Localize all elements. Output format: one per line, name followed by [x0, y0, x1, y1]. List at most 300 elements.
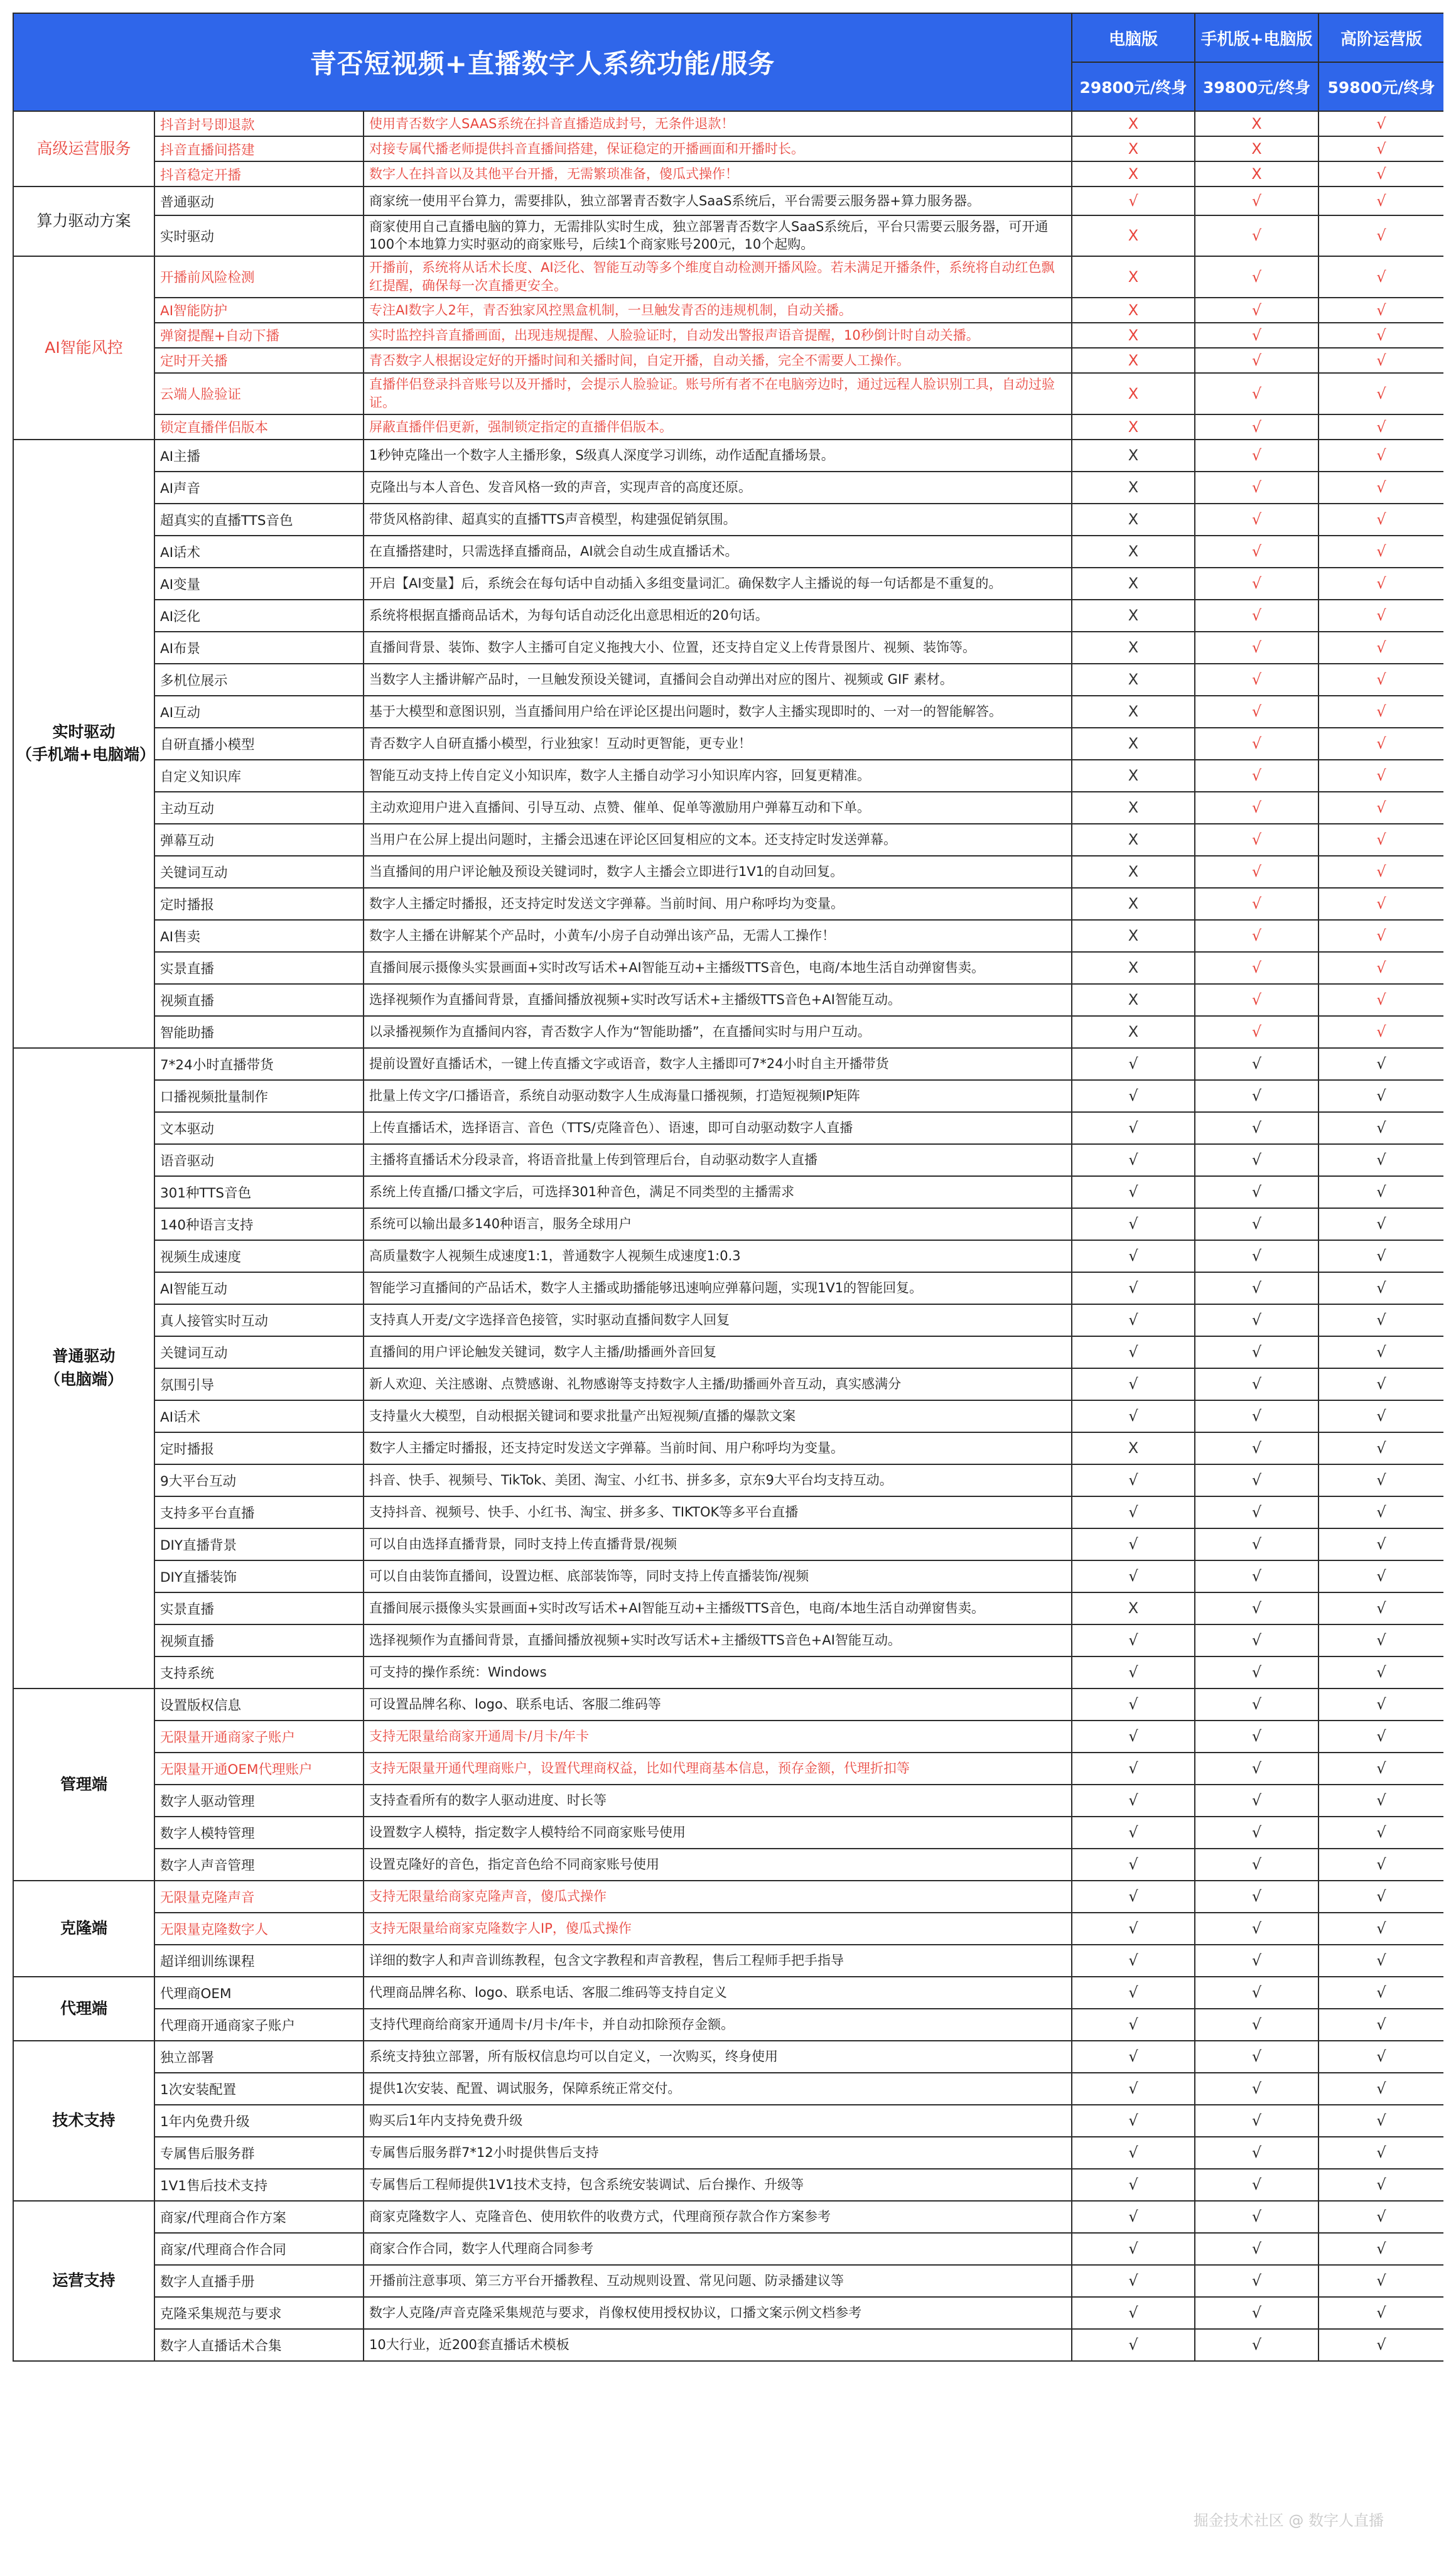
- not-included-mark: X: [1072, 984, 1195, 1016]
- included-mark: √: [1195, 920, 1318, 952]
- included-mark: √: [1318, 2297, 1443, 2329]
- feature-name-cell: 商家/代理商合作合同: [154, 2233, 364, 2265]
- category-cell: 运营支持: [13, 2201, 154, 2361]
- feature-description-cell: 当数字人主播讲解产品时，一旦触发预设关键词，直播间会自动弹出对应的图片、视频或 GIF 素材。: [364, 664, 1072, 696]
- included-mark: √: [1318, 215, 1443, 256]
- table-row: [13, 1881, 1443, 1913]
- included-mark: √: [1072, 1368, 1195, 1400]
- included-mark: √: [1072, 1721, 1195, 1753]
- included-mark: √: [1195, 664, 1318, 696]
- feature-description-cell: 数字人主播在讲解某个产品时，小黄车/小房子自动弹出该产品，无需人工操作！: [364, 920, 1072, 952]
- feature-description-cell: 开播前注意事项、第三方平台开播教程、互动规则设置、常见问题、防录播建议等: [364, 2265, 1072, 2297]
- included-mark: √: [1072, 2265, 1195, 2297]
- feature-name-cell: 无限量开通商家子账户: [154, 1721, 364, 1753]
- included-mark: √: [1318, 1304, 1443, 1336]
- not-included-mark: X: [1072, 504, 1195, 536]
- feature-name-cell: 商家/代理商合作方案: [154, 2201, 364, 2233]
- not-included-mark: X: [1195, 111, 1318, 136]
- included-mark: √: [1195, 536, 1318, 568]
- included-mark: √: [1318, 1080, 1443, 1112]
- included-mark: √: [1195, 1272, 1318, 1304]
- feature-description-cell: 商家统一使用平台算力，需要排队，独立部署青否数字人SaaS系统后，平台需要云服务器+算力服务器。: [364, 186, 1072, 215]
- category-cell: 代理端: [13, 1977, 154, 2041]
- feature-description-cell: 选择视频作为直播间背景，直播间播放视频+实时改写话术+主播级TTS音色+AI智能互动。: [364, 984, 1072, 1016]
- table-row: [13, 2297, 1443, 2329]
- included-mark: √: [1318, 2201, 1443, 2233]
- feature-name-cell: AI变量: [154, 568, 364, 600]
- feature-description-cell: 实时监控抖音直播画面，出现违规提醒、人脸验证时，自动发出警报声语音提醒，10秒倒计时自动关播。: [364, 323, 1072, 348]
- included-mark: √: [1072, 2297, 1195, 2329]
- table-row: [13, 760, 1443, 792]
- included-mark: √: [1072, 1560, 1195, 1592]
- feature-name-cell: AI售卖: [154, 920, 364, 952]
- feature-description-cell: 购买后1年内支持免费升级: [364, 2105, 1072, 2137]
- feature-name-cell: AI智能互动: [154, 1272, 364, 1304]
- included-mark: √: [1318, 1753, 1443, 1785]
- feature-name-cell: 口播视频批量制作: [154, 1080, 364, 1112]
- included-mark: √: [1195, 2265, 1318, 2297]
- included-mark: √: [1318, 1817, 1443, 1849]
- feature-name-cell: 实景直播: [154, 952, 364, 984]
- table-row: [13, 1304, 1443, 1336]
- included-mark: √: [1195, 1400, 1318, 1432]
- included-mark: √: [1195, 1881, 1318, 1913]
- not-included-mark: X: [1072, 256, 1195, 298]
- included-mark: √: [1072, 1753, 1195, 1785]
- included-mark: √: [1195, 2201, 1318, 2233]
- included-mark: √: [1318, 888, 1443, 920]
- included-mark: √: [1072, 2137, 1195, 2169]
- not-included-mark: X: [1072, 728, 1195, 760]
- included-mark: √: [1318, 664, 1443, 696]
- included-mark: √: [1318, 161, 1443, 186]
- included-mark: √: [1072, 2105, 1195, 2137]
- not-included-mark: X: [1072, 111, 1195, 136]
- included-mark: √: [1318, 1112, 1443, 1144]
- feature-description-cell: 1秒钟克隆出一个数字人主播形象，S级真人深度学习训练，动作适配直播场景。: [364, 440, 1072, 472]
- included-mark: √: [1195, 1721, 1318, 1753]
- included-mark: √: [1318, 1977, 1443, 2009]
- included-mark: √: [1318, 373, 1443, 414]
- included-mark: √: [1318, 1689, 1443, 1721]
- included-mark: √: [1195, 1849, 1318, 1881]
- category-cell: 管理端: [13, 1689, 154, 1881]
- included-mark: √: [1195, 824, 1318, 856]
- included-mark: √: [1318, 952, 1443, 984]
- table-row: [13, 504, 1443, 536]
- included-mark: √: [1318, 728, 1443, 760]
- feature-name-cell: AI布景: [154, 632, 364, 664]
- included-mark: √: [1195, 1208, 1318, 1240]
- included-mark: √: [1195, 1080, 1318, 1112]
- table-row: [13, 1240, 1443, 1272]
- included-mark: √: [1195, 600, 1318, 632]
- included-mark: √: [1072, 186, 1195, 215]
- feature-description-cell: 数字人克隆/声音克隆采集规范与要求，肖像权使用授权协议，口播文案示例文档参考: [364, 2297, 1072, 2329]
- table-row: [13, 1689, 1443, 1721]
- included-mark: √: [1318, 1208, 1443, 1240]
- feature-description-cell: 数字人在抖音以及其他平台开播，无需繁琐准备，傻瓜式操作！: [364, 161, 1072, 186]
- feature-description-cell: 批量上传文字/口播语音，系统自动驱动数字人生成海量口播视频，打造短视频IP矩阵: [364, 1080, 1072, 1112]
- not-included-mark: X: [1195, 136, 1318, 161]
- included-mark: √: [1072, 1272, 1195, 1304]
- included-mark: √: [1318, 632, 1443, 664]
- included-mark: √: [1318, 414, 1443, 440]
- feature-description-cell: 支持无限量给商家克隆数字人IP，傻瓜式操作: [364, 1913, 1072, 1945]
- included-mark: √: [1195, 298, 1318, 323]
- included-mark: √: [1195, 1945, 1318, 1977]
- not-included-mark: X: [1072, 888, 1195, 920]
- plan-price-pc: 29800元/终身: [1072, 62, 1195, 111]
- not-included-mark: X: [1072, 323, 1195, 348]
- included-mark: √: [1318, 256, 1443, 298]
- included-mark: √: [1318, 1656, 1443, 1689]
- table-row: [13, 1785, 1443, 1817]
- plan-name-advanced: 高阶运营版: [1318, 13, 1443, 62]
- included-mark: √: [1195, 1753, 1318, 1785]
- feature-description-cell: 支持抖音、视频号、快手、小红书、淘宝、拼多多、TIKTOK等多平台直播: [364, 1496, 1072, 1528]
- included-mark: √: [1072, 1336, 1195, 1368]
- included-mark: √: [1072, 1528, 1195, 1560]
- included-mark: √: [1195, 1560, 1318, 1592]
- feature-name-cell: 文本驱动: [154, 1112, 364, 1144]
- included-mark: √: [1318, 1849, 1443, 1881]
- included-mark: √: [1072, 1208, 1195, 1240]
- feature-description-cell: 可支持的操作系统：Windows: [364, 1656, 1072, 1689]
- table-row: [13, 888, 1443, 920]
- feature-description-cell: 设置克隆好的音色，指定音色给不同商家账号使用: [364, 1849, 1072, 1881]
- not-included-mark: X: [1072, 298, 1195, 323]
- table-row: [13, 984, 1443, 1016]
- included-mark: √: [1195, 760, 1318, 792]
- table-row: [13, 256, 1443, 298]
- feature-description-cell: 上传直播话术，选择语言、音色（TTS/克隆音色）、语速，即可自动驱动数字人直播: [364, 1112, 1072, 1144]
- feature-description-cell: 专属售后工程师提供1V1技术支持，包含系统安装调试、后台操作、升级等: [364, 2169, 1072, 2201]
- included-mark: √: [1318, 696, 1443, 728]
- table-row: [13, 298, 1443, 323]
- feature-description-cell: 商家克隆数字人、克隆音色、使用软件的收费方式，代理商预存款合作方案参考: [364, 2201, 1072, 2233]
- feature-description-cell: 开启【AI变量】后，系统会在每句话中自动插入多组变量词汇。确保数字人主播说的每一句话都是不重复的。: [364, 568, 1072, 600]
- feature-name-cell: 主动互动: [154, 792, 364, 824]
- feature-name-cell: 数字人直播手册: [154, 2265, 364, 2297]
- table-row: [13, 472, 1443, 504]
- not-included-mark: X: [1072, 824, 1195, 856]
- included-mark: √: [1318, 1432, 1443, 1464]
- included-mark: √: [1072, 1240, 1195, 1272]
- included-mark: √: [1318, 760, 1443, 792]
- feature-description-cell: 支持真人开麦/文字选择音色接管，实时驱动直播间数字人回复: [364, 1304, 1072, 1336]
- included-mark: √: [1318, 1528, 1443, 1560]
- included-mark: √: [1195, 472, 1318, 504]
- included-mark: √: [1318, 2073, 1443, 2105]
- feature-description-cell: 智能互动支持上传自定义小知识库，数字人主播自动学习小知识库内容，回复更精准。: [364, 760, 1072, 792]
- feature-description-cell: 抖音、快手、视频号、TikTok、美团、淘宝、小红书、拼多多，京东9大平台均支持互动。: [364, 1464, 1072, 1496]
- included-mark: √: [1318, 472, 1443, 504]
- not-included-mark: X: [1072, 1432, 1195, 1464]
- watermark: 掘金技术社区 @ 数字人直播: [1193, 2512, 1384, 2529]
- included-mark: √: [1195, 440, 1318, 472]
- feature-table: [13, 13, 1443, 2362]
- included-mark: √: [1318, 856, 1443, 888]
- included-mark: √: [1072, 1881, 1195, 1913]
- plan-name-pc: 电脑版: [1072, 13, 1195, 62]
- feature-description-cell: 直播间展示摄像头实景画面+实时改写话术+AI智能互动+主播级TTS音色，电商/本地生活自动弹窗售卖。: [364, 1592, 1072, 1624]
- not-included-mark: X: [1072, 348, 1195, 373]
- not-included-mark: X: [1072, 792, 1195, 824]
- included-mark: √: [1195, 1528, 1318, 1560]
- included-mark: √: [1318, 298, 1443, 323]
- category-cell: AI智能风控: [13, 256, 154, 440]
- category-cell: 克隆端: [13, 1881, 154, 1977]
- feature-comparison-page: [13, 13, 1443, 2559]
- table-row: [13, 186, 1443, 215]
- table-row: [13, 2201, 1443, 2233]
- feature-name-cell: 数字人模特管理: [154, 1817, 364, 1849]
- feature-name-cell: AI智能防护: [154, 298, 364, 323]
- included-mark: √: [1195, 888, 1318, 920]
- included-mark: √: [1195, 2169, 1318, 2201]
- included-mark: √: [1195, 1432, 1318, 1464]
- included-mark: √: [1318, 2041, 1443, 2073]
- feature-name-cell: 视频生成速度: [154, 1240, 364, 1272]
- plan-name-mobile-pc: 手机版+电脑版: [1195, 13, 1318, 62]
- included-mark: √: [1195, 1304, 1318, 1336]
- included-mark: √: [1318, 1881, 1443, 1913]
- included-mark: √: [1072, 1977, 1195, 2009]
- feature-description-cell: 系统将根据直播商品话术，为每句话自动泛化出意思相近的20句话。: [364, 600, 1072, 632]
- table-row: [13, 2073, 1443, 2105]
- feature-name-cell: 真人接管实时互动: [154, 1304, 364, 1336]
- feature-name-cell: 140种语言支持: [154, 1208, 364, 1240]
- feature-name-cell: 抖音稳定开播: [154, 161, 364, 186]
- included-mark: √: [1318, 1945, 1443, 1977]
- included-mark: √: [1318, 2105, 1443, 2137]
- feature-table-body: [13, 111, 1443, 2361]
- feature-name-cell: 视频直播: [154, 984, 364, 1016]
- included-mark: √: [1318, 1785, 1443, 1817]
- included-mark: √: [1318, 792, 1443, 824]
- included-mark: √: [1072, 2329, 1195, 2361]
- feature-description-cell: 当直播间的用户评论触及预设关键词时，数字人主播会立即进行1V1的自动回复。: [364, 856, 1072, 888]
- feature-description-cell: 支持无限量给商家克隆声音，傻瓜式操作: [364, 1881, 1072, 1913]
- included-mark: √: [1318, 1400, 1443, 1432]
- table-row: [13, 1977, 1443, 2009]
- included-mark: √: [1195, 2329, 1318, 2361]
- category-cell: 技术支持: [13, 2041, 154, 2201]
- table-row: [13, 1528, 1443, 1560]
- table-row: [13, 414, 1443, 440]
- table-row: [13, 792, 1443, 824]
- feature-name-cell: 数字人驱动管理: [154, 1785, 364, 1817]
- table-row: [13, 373, 1443, 414]
- table-row: [13, 568, 1443, 600]
- included-mark: √: [1072, 1496, 1195, 1528]
- included-mark: √: [1072, 2201, 1195, 2233]
- table-row: [13, 1272, 1443, 1304]
- table-row: [13, 728, 1443, 760]
- not-included-mark: X: [1072, 215, 1195, 256]
- included-mark: √: [1072, 1464, 1195, 1496]
- feature-name-cell: 语音驱动: [154, 1144, 364, 1176]
- feature-description-cell: 直播间展示摄像头实景画面+实时改写话术+AI智能互动+主播级TTS音色，电商/本地生活自动弹窗售卖。: [364, 952, 1072, 984]
- not-included-mark: X: [1072, 1592, 1195, 1624]
- feature-name-cell: 弹幕互动: [154, 824, 364, 856]
- table-row: [13, 161, 1443, 186]
- feature-description-cell: 专属售后服务群7*12小时提供售后支持: [364, 2137, 1072, 2169]
- not-included-mark: X: [1072, 373, 1195, 414]
- included-mark: √: [1195, 2233, 1318, 2265]
- included-mark: √: [1195, 1624, 1318, 1656]
- table-row: [13, 1400, 1443, 1432]
- feature-name-cell: 代理商OEM: [154, 1977, 364, 2009]
- included-mark: √: [1318, 111, 1443, 136]
- feature-description-cell: 青否数字人自研直播小模型，行业独家！互动时更智能，更专业！: [364, 728, 1072, 760]
- included-mark: √: [1072, 1048, 1195, 1080]
- included-mark: √: [1072, 1817, 1195, 1849]
- included-mark: √: [1195, 186, 1318, 215]
- feature-name-cell: 开播前风险检测: [154, 256, 364, 298]
- included-mark: √: [1072, 1849, 1195, 1881]
- feature-name-cell: AI话术: [154, 536, 364, 568]
- feature-description-cell: 使用青否数字人SAAS系统在抖音直播造成封号，无条件退款！: [364, 111, 1072, 136]
- table-row: [13, 215, 1443, 256]
- included-mark: √: [1318, 440, 1443, 472]
- not-included-mark: X: [1072, 472, 1195, 504]
- included-mark: √: [1318, 323, 1443, 348]
- category-cell: 实时驱动 （手机端+电脑端）: [13, 440, 154, 1048]
- table-row: [13, 111, 1443, 136]
- feature-name-cell: 多机位展示: [154, 664, 364, 696]
- included-mark: √: [1195, 1656, 1318, 1689]
- feature-description-cell: 系统支持独立部署，所有版权信息均可以自定义，一次购买，终身使用: [364, 2041, 1072, 2073]
- included-mark: √: [1195, 2297, 1318, 2329]
- not-included-mark: X: [1072, 440, 1195, 472]
- not-included-mark: X: [1072, 568, 1195, 600]
- feature-description-cell: 商家合作合同，数字人代理商合同参考: [364, 2233, 1072, 2265]
- feature-name-cell: 定时播报: [154, 1432, 364, 1464]
- feature-name-cell: 超真实的直播TTS音色: [154, 504, 364, 536]
- feature-description-cell: 提前设置好直播话术，一键上传直播文字或语音，数字人主播即可7*24小时自主开播带货: [364, 1048, 1072, 1080]
- feature-description-cell: 代理商品牌名称、logo、联系电话、客服二维码等支持自定义: [364, 1977, 1072, 2009]
- feature-description-cell: 支持无限量给商家开通周卡/月卡/年卡: [364, 1721, 1072, 1753]
- included-mark: √: [1318, 1144, 1443, 1176]
- table-row: [13, 1464, 1443, 1496]
- included-mark: √: [1318, 600, 1443, 632]
- feature-name-cell: 设置版权信息: [154, 1689, 364, 1721]
- feature-description-cell: 系统可以输出最多140种语言，服务全球用户: [364, 1208, 1072, 1240]
- feature-description-cell: 选择视频作为直播间背景，直播间播放视频+实时改写话术+主播级TTS音色+AI智能互动。: [364, 1624, 1072, 1656]
- included-mark: √: [1072, 1689, 1195, 1721]
- not-included-mark: X: [1195, 161, 1318, 186]
- table-row: [13, 536, 1443, 568]
- included-mark: √: [1195, 414, 1318, 440]
- included-mark: √: [1318, 1176, 1443, 1208]
- category-cell: 普通驱动 （电脑端）: [13, 1048, 154, 1689]
- feature-description-cell: 专注AI数字人2年，青否独家风控黑盒机制，一旦触发青否的违规机制，自动关播。: [364, 298, 1072, 323]
- included-mark: √: [1195, 2073, 1318, 2105]
- table-row: [13, 1432, 1443, 1464]
- feature-description-cell: 数字人主播定时播报，还支持定时发送文字弹幕。当前时间、用户称呼均为变量。: [364, 1432, 1072, 1464]
- table-row: [13, 2329, 1443, 2361]
- feature-description-cell: 10大行业，近200套直播话术模板: [364, 2329, 1072, 2361]
- table-row: [13, 1080, 1443, 1112]
- feature-description-cell: 对接专属代播老师提供抖音直播间搭建，保证稳定的开播画面和开播时长。: [364, 136, 1072, 161]
- table-row: [13, 1753, 1443, 1785]
- feature-name-cell: 数字人直播话术合集: [154, 2329, 364, 2361]
- table-row: [13, 856, 1443, 888]
- included-mark: √: [1195, 696, 1318, 728]
- feature-name-cell: 超详细训练课程: [154, 1945, 364, 1977]
- feature-name-cell: AI互动: [154, 696, 364, 728]
- included-mark: √: [1195, 2041, 1318, 2073]
- included-mark: √: [1072, 1624, 1195, 1656]
- included-mark: √: [1072, 1400, 1195, 1432]
- included-mark: √: [1195, 568, 1318, 600]
- included-mark: √: [1318, 1336, 1443, 1368]
- included-mark: √: [1318, 1048, 1443, 1080]
- feature-name-cell: 克隆采集规范与要求: [154, 2297, 364, 2329]
- table-row: [13, 920, 1443, 952]
- feature-name-cell: 301种TTS音色: [154, 1176, 364, 1208]
- feature-description-cell: 屏蔽直播伴侣更新，强制锁定指定的直播伴侣版本。: [364, 414, 1072, 440]
- table-row: [13, 600, 1443, 632]
- feature-name-cell: 锁定直播伴侣版本: [154, 414, 364, 440]
- included-mark: √: [1195, 1496, 1318, 1528]
- included-mark: √: [1318, 2009, 1443, 2041]
- table-row: [13, 1112, 1443, 1144]
- table-title: 青否短视频+直播数字人系统功能/服务: [13, 13, 1072, 111]
- feature-name-cell: 9大平台互动: [154, 1464, 364, 1496]
- table-row: [13, 664, 1443, 696]
- feature-description-cell: 带货风格韵律、超真实的直播TTS声音模型，构建强促销氛围。: [364, 504, 1072, 536]
- table-row: [13, 1849, 1443, 1881]
- feature-name-cell: 氛围引导: [154, 1368, 364, 1400]
- included-mark: √: [1195, 2105, 1318, 2137]
- feature-name-cell: AI泛化: [154, 600, 364, 632]
- feature-name-cell: 定时开关播: [154, 348, 364, 373]
- included-mark: √: [1318, 568, 1443, 600]
- included-mark: √: [1318, 1368, 1443, 1400]
- included-mark: √: [1318, 1592, 1443, 1624]
- included-mark: √: [1072, 1176, 1195, 1208]
- table-row: [13, 1721, 1443, 1753]
- included-mark: √: [1318, 186, 1443, 215]
- feature-description-cell: 主播将直播话术分段录音，将语音批量上传到管理后台，自动驱动数字人直播: [364, 1144, 1072, 1176]
- feature-name-cell: 实景直播: [154, 1592, 364, 1624]
- not-included-mark: X: [1072, 536, 1195, 568]
- included-mark: √: [1195, 1048, 1318, 1080]
- feature-name-cell: 1次安装配置: [154, 2073, 364, 2105]
- not-included-mark: X: [1072, 856, 1195, 888]
- feature-name-cell: AI主播: [154, 440, 364, 472]
- included-mark: √: [1195, 728, 1318, 760]
- feature-description-cell: 当用户在公屏上提出问题时，主播会迅速在评论区回复相应的文本。还支持定时发送弹幕。: [364, 824, 1072, 856]
- feature-name-cell: 智能助播: [154, 1016, 364, 1048]
- feature-name-cell: 1年内免费升级: [154, 2105, 364, 2137]
- feature-name-cell: 支持系统: [154, 1656, 364, 1689]
- feature-description-cell: 支持量火大模型，自动根据关键词和要求批量产出短视频/直播的爆款文案: [364, 1400, 1072, 1432]
- included-mark: √: [1318, 1016, 1443, 1048]
- included-mark: √: [1195, 1913, 1318, 1945]
- included-mark: √: [1072, 2169, 1195, 2201]
- feature-description-cell: 在直播搭建时，只需选择直播商品，AI就会自动生成直播话术。: [364, 536, 1072, 568]
- feature-name-cell: 自研直播小模型: [154, 728, 364, 760]
- feature-name-cell: 7*24小时直播带货: [154, 1048, 364, 1080]
- feature-description-cell: 提供1次安装、配置、调试服务，保障系统正常交付。: [364, 2073, 1072, 2105]
- included-mark: √: [1195, 1176, 1318, 1208]
- included-mark: √: [1195, 792, 1318, 824]
- feature-description-cell: 高质量数字人视频生成速度1:1，普通数字人视频生成速度1:0.3: [364, 1240, 1072, 1272]
